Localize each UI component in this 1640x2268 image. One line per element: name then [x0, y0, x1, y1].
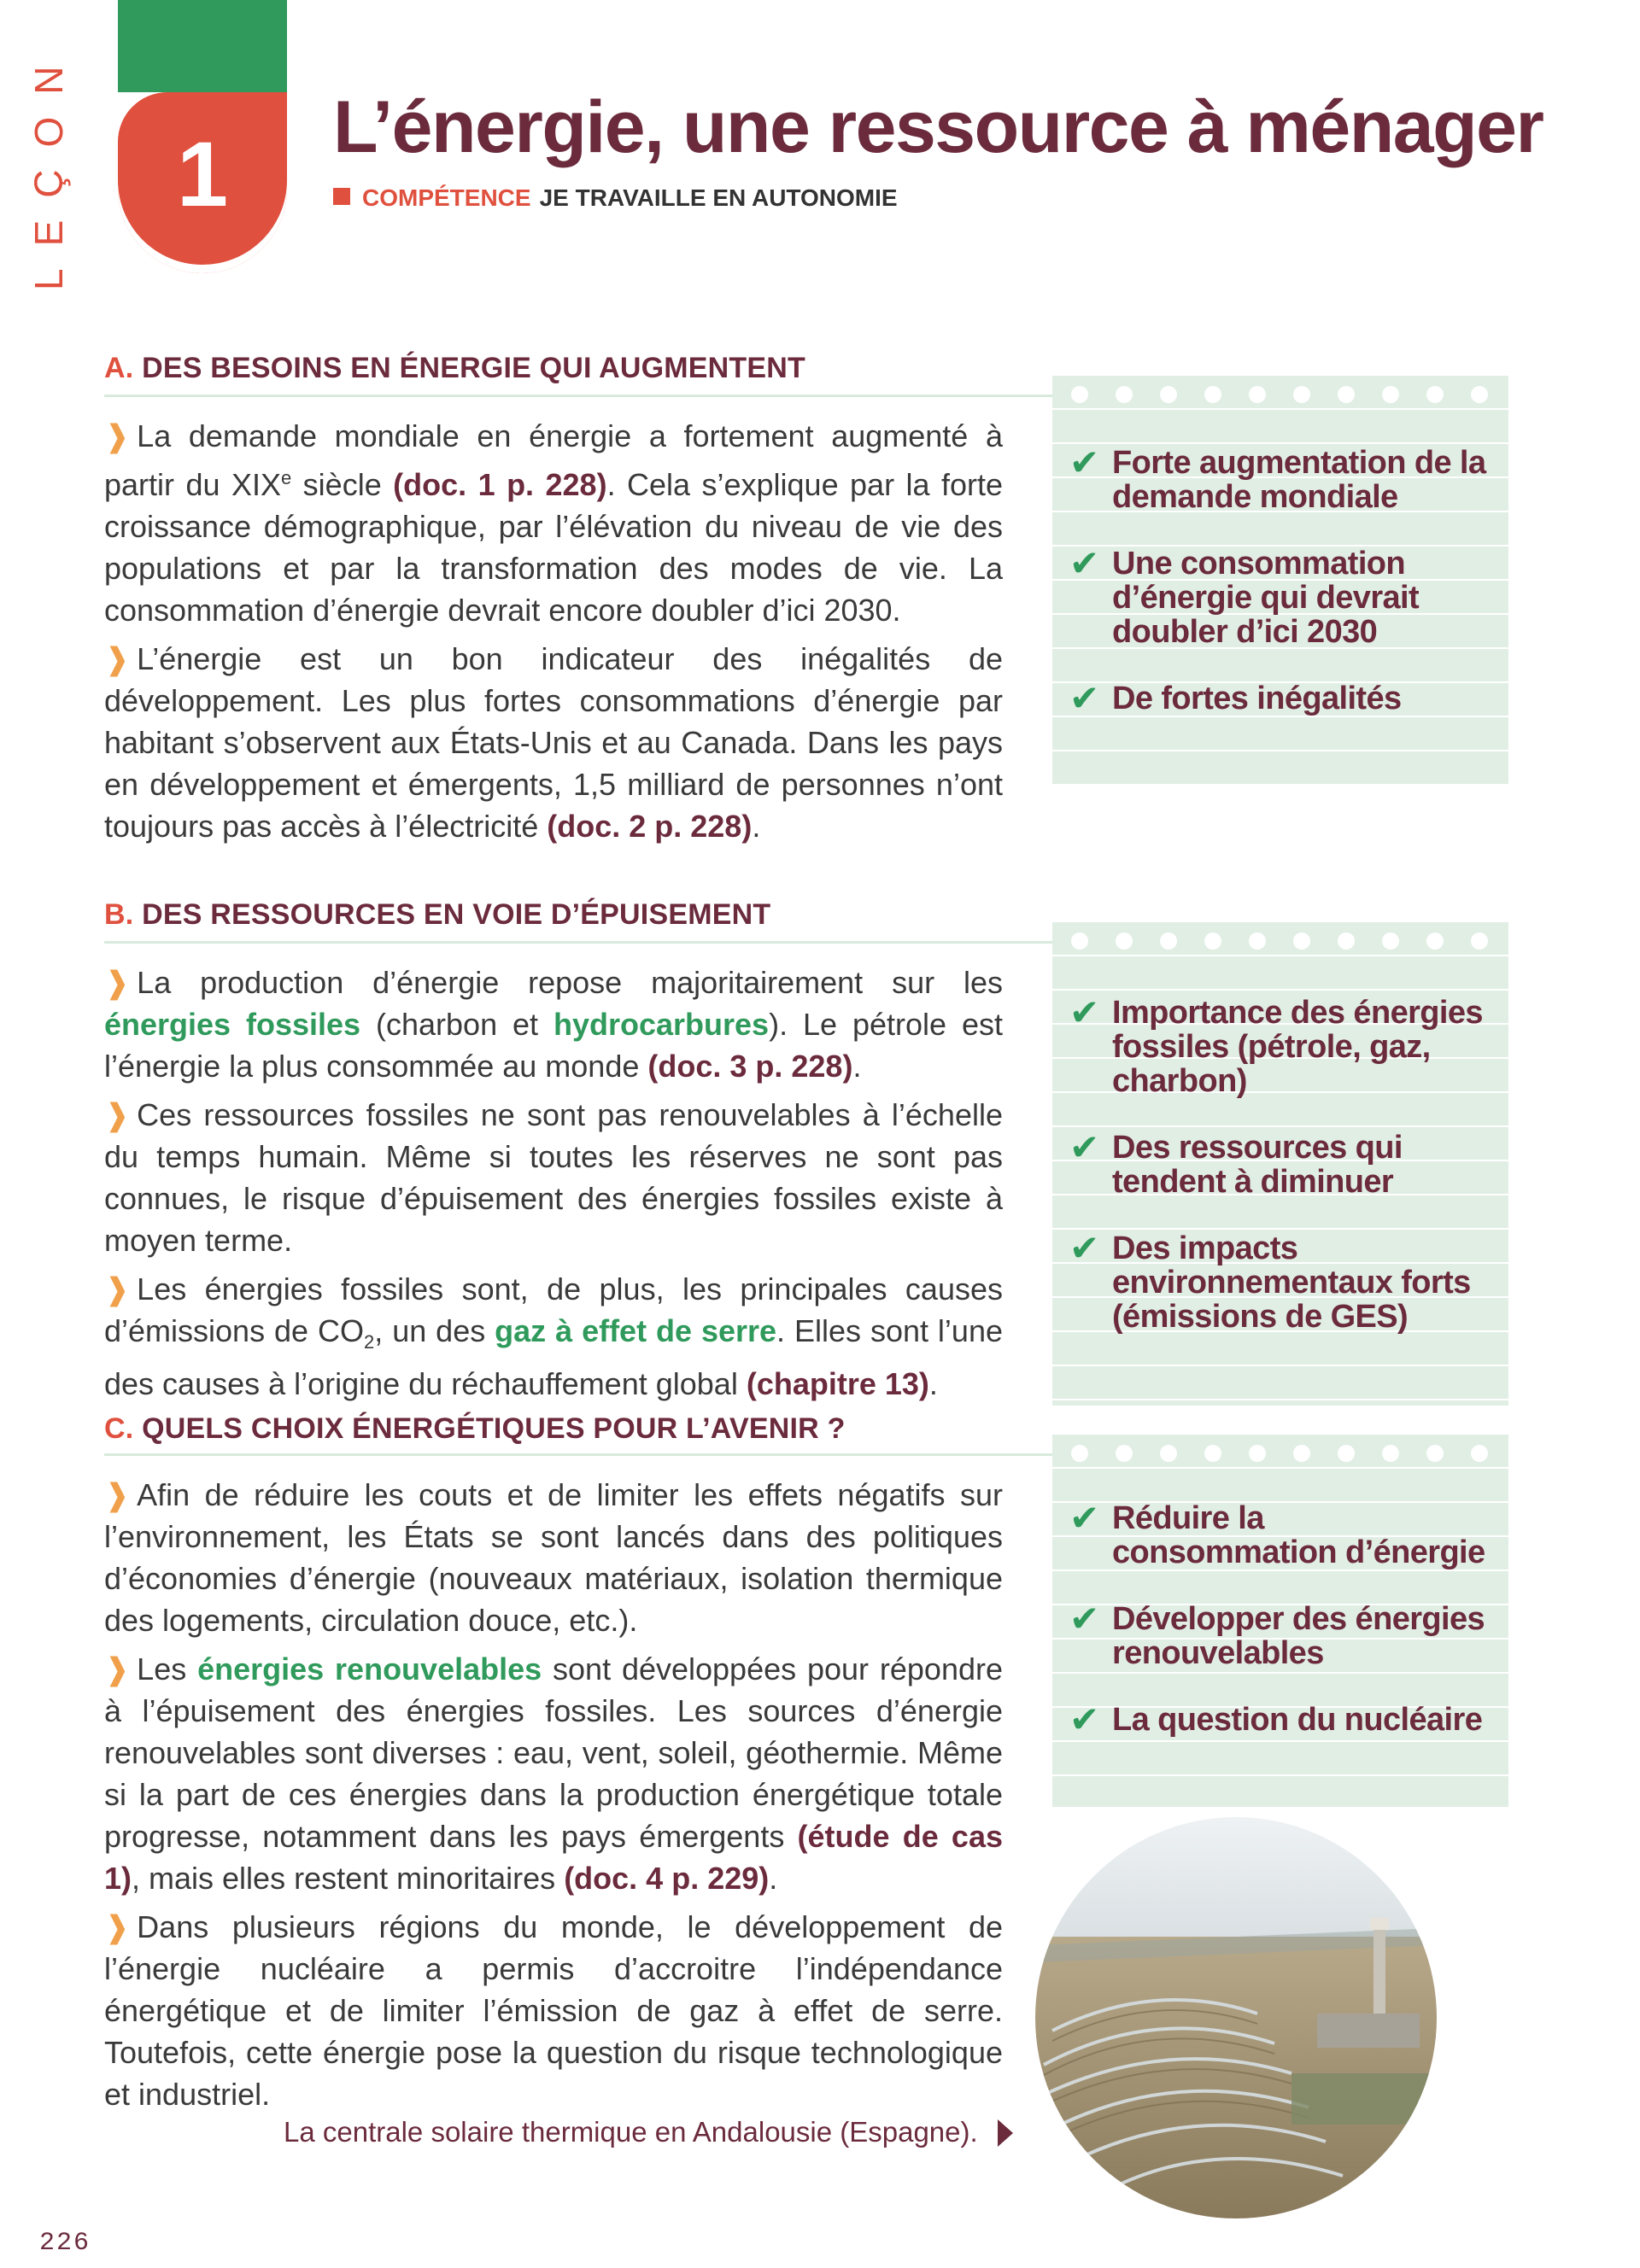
doc-reference: (chapitre 13) — [746, 1366, 929, 1402]
summary-item: ✔ Développer des énergies renouvelables — [1069, 1598, 1485, 1671]
checkmark-icon: ✔ — [1069, 1126, 1099, 1168]
section-a-body — [104, 415, 1003, 854]
arrow-bullet-icon: ❱ — [104, 1097, 131, 1132]
paragraph: ❱ Afin de réduire les couts et de limiter les effets négatifs sur l’environnement, les États se sont lancés dans des politiques d’économies d’énergie (nouveaux matériaux, isolation thermique des logements, circulation douce, etc.). — [104, 1477, 1003, 1638]
caption-arrow-icon — [998, 2119, 1013, 2147]
doc-reference: (doc. 1 p. 228) — [393, 467, 607, 502]
page-title: L’énergie, une ressource à ménager — [333, 86, 1543, 168]
photo-caption: La centrale solaire thermique en Andalousie (Espagne). — [284, 2116, 978, 2148]
notepad-holes — [1071, 386, 1500, 403]
competence-line — [333, 184, 898, 212]
doc-reference: (doc. 3 p. 228) — [647, 1049, 853, 1084]
summary-item: ✔ Une consommation d’énergie qui devrait doubler d’ici 2030 — [1069, 542, 1420, 650]
paragraph: ❱ Dans plusieurs régions du monde, le développement de l’énergie nucléaire a permis d’accroitre l’indépendance énergétique et de limiter l’émission de gaz à effet de serre. Toutefois, cette énergie pose la question du risque technologique et industriel. — [104, 1909, 1003, 2112]
section-a-heading: A. DES BESOINS EN ÉNERGIE QUI AUGMENTENT — [104, 352, 805, 384]
solar-plant-illustration — [1035, 1817, 1437, 2218]
solar-plant-photo — [1035, 1817, 1437, 2218]
paragraph: ❱ La production d’énergie repose majoritairement sur les énergies fossiles (charbon et hydrocarbures). Le pétrole est l’énergie la plus consommée au monde (doc. 3 p. 228). — [104, 965, 1003, 1084]
arrow-bullet-icon: ❱ — [104, 418, 131, 453]
page-number: 226 — [39, 2229, 91, 2258]
summary-item: ✔ De fortes inégalités — [1069, 677, 1402, 719]
arrow-bullet-icon: ❱ — [104, 1651, 131, 1686]
summary-item: ✔ Forte augmentation de la demande mondiale — [1069, 441, 1486, 515]
summary-notepad-a — [1052, 376, 1508, 784]
summary-item: ✔ La question du nucléaire — [1069, 1698, 1483, 1740]
lesson-tab-top — [118, 0, 287, 92]
section-b-rule — [104, 941, 1052, 944]
summary-item: ✔ Importance des énergies fossiles (pétrole, gaz, charbon) — [1069, 991, 1483, 1099]
keyword: gaz à effet de serre — [495, 1313, 777, 1348]
arrow-bullet-icon: ❱ — [104, 1909, 131, 1944]
doc-reference: (doc. 2 p. 228) — [547, 809, 753, 844]
square-bullet-icon — [333, 188, 350, 205]
notepad-holes — [1071, 1445, 1500, 1462]
section-c-body — [104, 1474, 1003, 2122]
notepad-holes — [1071, 932, 1500, 950]
paragraph: ❱ Les énergies renouvelables sont développées pour répondre à l’épuisement des énergies fossiles. Les sources d’énergie renouvelables sont diverses : eau, vent, soleil, géothermie. Même si la part de ces énergies dans la production énergétique totale progresse, notamment dans les pays émergents (étude de cas 1), mais elles restent minoritaires (doc. 4 p. 229). — [104, 1651, 1004, 1896]
lesson-number: 1 — [176, 122, 229, 225]
paragraph: ❱ L’énergie est un bon indicateur des inégalités de développement. Les plus fortes consommations d’énergie par habitant s’observent aux États-Unis et au Canada. Dans les pays en développement et émergents, 1,5 milliard de personnes n’ont toujours pas accès à l’électricité (doc. 2 p. 228). — [104, 641, 1003, 844]
section-b-heading: B. DES RESSOURCES EN VOIE D’ÉPUISEMENT — [104, 898, 771, 931]
checkmark-icon: ✔ — [1069, 441, 1099, 483]
keyword: énergies fossiles — [104, 1007, 361, 1042]
checkmark-icon: ✔ — [1069, 1227, 1099, 1269]
checkmark-icon: ✔ — [1069, 1698, 1099, 1740]
keyword: hydrocarbures — [553, 1007, 770, 1042]
keyword: énergies renouvelables — [197, 1651, 542, 1686]
competence-text: JE TRAVAILLE EN AUTONOMIE — [539, 184, 898, 211]
section-c-rule — [104, 1453, 1052, 1456]
doc-reference: (étude de cas 1) — [104, 1819, 1003, 1896]
checkmark-icon: ✔ — [1069, 542, 1099, 584]
arrow-bullet-icon: ❱ — [104, 1271, 131, 1306]
checkmark-icon: ✔ — [1069, 991, 1099, 1033]
arrow-bullet-icon: ❱ — [104, 1477, 131, 1512]
summary-notepad-c — [1052, 1435, 1508, 1807]
checkmark-icon: ✔ — [1069, 1497, 1099, 1539]
summary-item: ✔ Des ressources qui tendent à diminuer — [1069, 1126, 1403, 1200]
arrow-bullet-icon: ❱ — [104, 965, 131, 1000]
section-c-heading: C. QUELS CHOIX ÉNERGÉTIQUES POUR L’AVENIR ? — [104, 1412, 846, 1445]
section-a-rule — [104, 395, 1052, 397]
summary-item: ✔ Réduire la consommation d’énergie — [1069, 1497, 1485, 1570]
paragraph: ❱ Les énergies fossiles sont, de plus, les principales causes d’émissions de $CO_2$, un des gaz à effet de serre. Elles sont l’une des causes à l’origine du réchauffement global (chapitre 13). — [104, 1271, 1003, 1402]
competence-label: COMPÉTENCE — [362, 184, 531, 211]
checkmark-icon: ✔ — [1069, 677, 1099, 719]
section-b-body — [104, 962, 1003, 1412]
arrow-bullet-icon: ❱ — [104, 641, 131, 676]
summary-notepad-b — [1052, 922, 1508, 1406]
doc-reference: (doc. 4 p. 229) — [564, 1861, 770, 1896]
checkmark-icon: ✔ — [1069, 1598, 1099, 1640]
paragraph: ❱ Ces ressources fossiles ne sont pas renouvelables à l’échelle du temps humain. Même si toutes les réserves ne sont pas connues, le risque d’épuisement des énergies fossiles existe à moyen terme. — [104, 1097, 1003, 1258]
summary-item: ✔ Des impacts environnementaux forts (émissions de GES) — [1069, 1227, 1471, 1335]
paragraph: ❱ La demande mondiale en énergie a fortement augmenté à partir du XIXe siècle (doc. 1 p. 228). Cela s’explique par la forte croissance démographique, par l’élévation du niveau de vie des populations et par la transformation des modes de vie. La consommation d’énergie devrait encore doubler d’ici 2030. — [104, 418, 1004, 628]
lesson-label-vertical: LEÇON — [26, 44, 71, 290]
